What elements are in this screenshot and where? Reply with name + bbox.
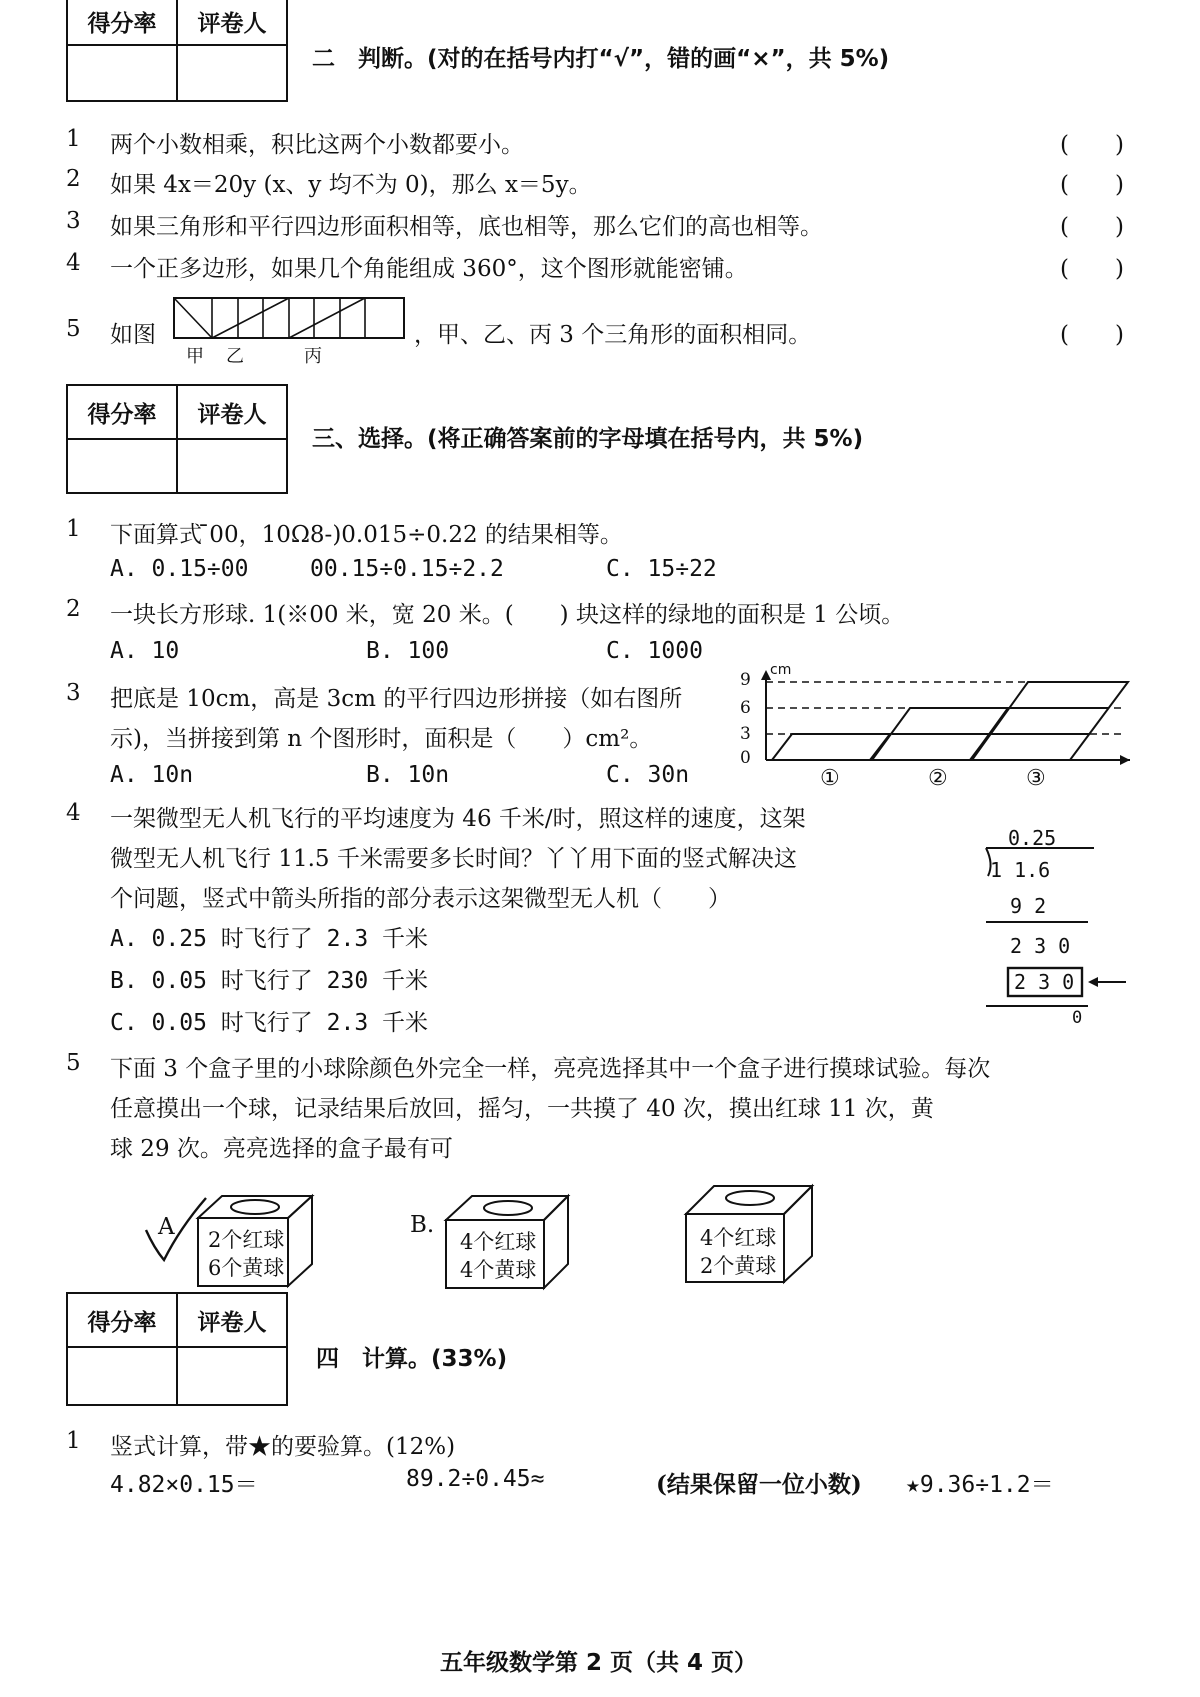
s2-q2-answer-paren[interactable]: ( ): [1060, 172, 1124, 198]
s2-q1-number: 1: [66, 126, 81, 152]
division-remainder: 0: [1072, 1008, 1083, 1028]
s3-q2-option-c[interactable]: C. 1000: [606, 638, 703, 664]
score-rate-cell[interactable]: [67, 1347, 177, 1405]
grader-cell[interactable]: [177, 1347, 287, 1405]
s2-q2-text: 如果 4x＝20y (x、y 均不为 0)，那么 x＝5y。: [110, 172, 592, 198]
s3-q1-option-c[interactable]: C. 15÷22: [606, 556, 717, 582]
grader-label: 评卷人: [177, 0, 287, 45]
graph-ytick-0: 0: [740, 748, 751, 768]
calc-expr-2: 89.2÷0.45≈: [406, 1466, 545, 1492]
fig-label-jia: 甲: [186, 346, 204, 367]
calc-expr-1: 4.82×0.15＝: [110, 1472, 258, 1498]
s3-q2-number: 2: [66, 596, 81, 622]
box-a-line1: 2个红球: [208, 1228, 285, 1252]
s3-q3-number: 3: [66, 680, 81, 706]
s2-q4-text: 一个正多边形，如果几个角能组成 360°，这个图形就能密铺。: [110, 256, 748, 282]
division-row4: 2 3 0: [1014, 970, 1075, 994]
graph-ytick-3: 3: [740, 724, 751, 744]
s3-q3-option-c[interactable]: C. 30n: [606, 762, 690, 788]
s3-q1-number: 1: [66, 516, 81, 542]
division-row1: 1 1.6: [990, 858, 1051, 882]
s2-q3-number: 3: [66, 208, 81, 234]
box-b-line2: 4个黄球: [460, 1258, 537, 1282]
s2-q1-text: 两个小数相乘，积比这两个小数都要小。: [110, 132, 524, 158]
score-rate-label: 得分率: [67, 0, 177, 45]
box-b-line1: 4个红球: [460, 1230, 537, 1254]
s3-q3-option-b[interactable]: B. 10n: [366, 762, 450, 788]
s3-q5-line1: 下面 3 个盒子里的小球除颜色外完全一样，亮亮选择其中一个盒子进行摸球试验。每次: [110, 1056, 991, 1082]
section2-title: 二 判断。(对的在括号内打“√”，错的画“×”，共 5%): [312, 46, 890, 72]
s3-q4-option-a[interactable]: A. 0.25 时飞行了 2.3 千米: [110, 926, 429, 952]
s3-q5-line3: 球 29 次。亮亮选择的盒子最有可: [110, 1136, 453, 1162]
s2-q1-answer-paren[interactable]: ( ): [1060, 132, 1124, 158]
graph-label-1: ①: [820, 766, 840, 791]
division-row2: 9 2: [1010, 894, 1047, 918]
calc-expr-3: ★9.36÷1.2＝: [906, 1472, 1054, 1498]
box-b-letter: B.: [410, 1212, 435, 1238]
score-rate-cell[interactable]: [67, 45, 177, 101]
s2-q5-answer-paren[interactable]: ( ): [1060, 322, 1124, 348]
division-quotient: 0.25: [1008, 826, 1057, 850]
s3-q2-option-b[interactable]: B. 100: [366, 638, 450, 664]
score-rate-label: 得分率: [67, 385, 177, 439]
grader-cell[interactable]: [177, 45, 287, 101]
s4-q1-number: 1: [66, 1428, 81, 1454]
graph-label-2: ②: [928, 766, 948, 791]
s2-q5-text-before: 如图: [110, 322, 156, 348]
box-a-line2: 6个黄球: [208, 1256, 285, 1280]
graph-ytick-6: 6: [740, 698, 751, 718]
score-rate-label: 得分率: [67, 1293, 177, 1347]
s2-q4-number: 4: [66, 250, 81, 276]
score-table-2: [66, 0, 288, 102]
s3-q4-line3: 个问题，竖式中箭头所指的部分表示这架微型无人机（ ）: [110, 886, 731, 912]
box-c-line1: 4个红球: [700, 1226, 777, 1250]
s4-q1-text: 竖式计算，带★的要验算。(12%): [110, 1434, 456, 1460]
section3-title: 三、选择。(将正确答案前的字母填在括号内，共 5%): [312, 426, 864, 452]
graph-unit: cm: [770, 662, 792, 678]
fig-label-yi: 乙: [226, 346, 244, 367]
s3-q1-option-a[interactable]: A. 0.15÷00: [110, 556, 249, 582]
score-table-3: [66, 384, 288, 494]
division-row3: 2 3 0: [1010, 934, 1071, 958]
s2-q5-text-after: ，甲、乙、丙 3 个三角形的面积相同。: [414, 322, 812, 348]
score-rate-cell[interactable]: [67, 439, 177, 493]
s3-q1-text: 下面算式 ̄00，10Ω8-)0.015÷0.22 的结果相等。: [110, 522, 623, 548]
box-a-letter: A: [158, 1214, 175, 1240]
grader-label: 评卷人: [177, 1293, 287, 1347]
s3-q3-line1: 把底是 10cm，高是 3cm 的平行四边形拼接（如右图所: [110, 686, 683, 712]
s3-q3-option-a[interactable]: A. 10n: [110, 762, 194, 788]
s3-q4-line2: 微型无人机飞行 11.5 千米需要多长时间？丫丫用下面的竖式解决这: [110, 846, 797, 872]
s3-q5-number: 5: [66, 1050, 81, 1076]
section4-title: 四 计算。(33%): [316, 1346, 508, 1372]
s3-q4-line1: 一架微型无人机飞行的平均速度为 46 千米/时，照这样的速度，这架: [110, 806, 806, 832]
s3-q4-option-b[interactable]: B. 0.05 时飞行了 230 千米: [110, 968, 429, 994]
s3-q1-option-b[interactable]: 00.15÷0.15÷2.2: [310, 556, 504, 582]
s3-q4-number: 4: [66, 800, 81, 826]
s3-q4-option-c[interactable]: C. 0.05 时飞行了 2.3 千米: [110, 1010, 429, 1036]
s3-q5-line2: 任意摸出一个球，记录结果后放回，摇匀，一共摸了 40 次，摸出红球 11 次，黄: [110, 1096, 934, 1122]
score-table-4: [66, 1292, 288, 1406]
s2-q2-number: 2: [66, 166, 81, 192]
grader-label: 评卷人: [177, 385, 287, 439]
s2-q5-number: 5: [66, 316, 81, 342]
s3-q3-line2: 示)，当拼接到第 n 个图形时，面积是（ ）cm²。: [110, 726, 653, 752]
graph-ytick-9: 9: [740, 670, 751, 690]
triangles-figure: [172, 296, 406, 358]
page-footer: 五年级数学第 2 页（共 4 页）: [440, 1650, 758, 1676]
fig-label-bing: 丙: [304, 346, 322, 367]
graph-label-3: ③: [1026, 766, 1046, 791]
s2-q3-text: 如果三角形和平行四边形面积相等，底也相等，那么它们的高也相等。: [110, 214, 823, 240]
calc-note: (结果保留一位小数): [656, 1471, 862, 1498]
s3-q2-text: 一块长方形球. 1(※00 米，宽 20 米。( ) 块这样的绿地的面积是 1 公顷。: [110, 602, 905, 628]
s2-q3-answer-paren[interactable]: ( ): [1060, 214, 1124, 240]
s3-q2-option-a[interactable]: A. 10: [110, 638, 180, 664]
s2-q4-answer-paren[interactable]: ( ): [1060, 256, 1124, 282]
grader-cell[interactable]: [177, 439, 287, 493]
box-c-line2: 2个黄球: [700, 1254, 777, 1278]
